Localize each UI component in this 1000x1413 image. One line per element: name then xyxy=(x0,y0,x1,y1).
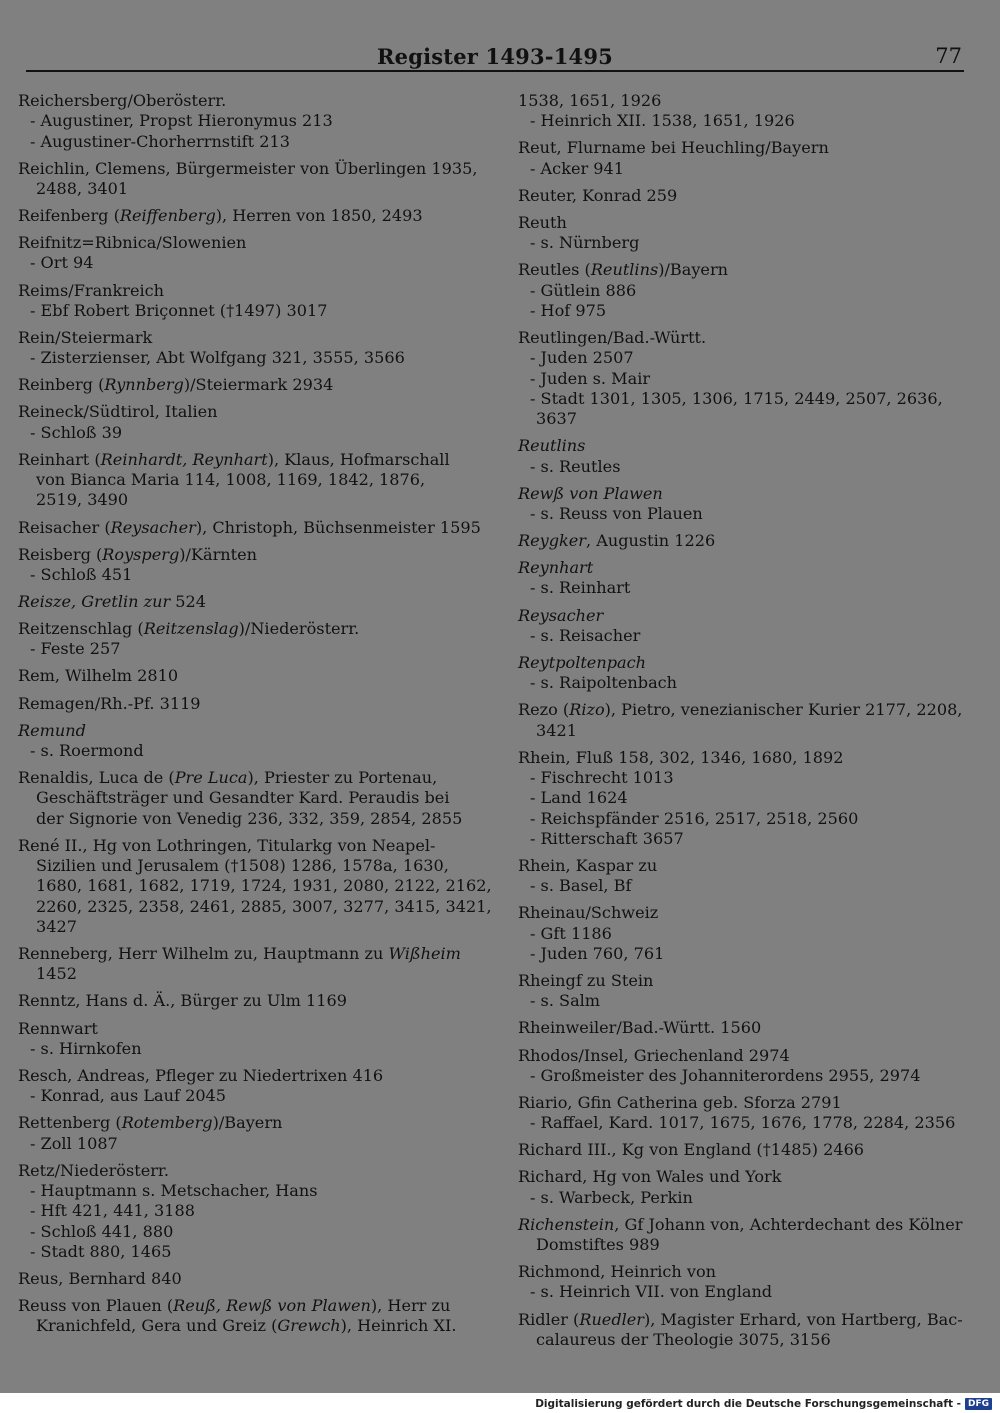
entry-line: Resch, Andreas, Pfleger zu Niedertrixen 416 xyxy=(18,1065,384,1085)
entry-line: - s. Hirnkofen xyxy=(30,1038,142,1058)
index-entry xyxy=(18,233,478,274)
entry-line: - Gft 1186 xyxy=(530,923,612,943)
entry-line: Richard III., Kg von England (†1485) 2466 xyxy=(518,1140,865,1160)
index-entry xyxy=(518,436,966,477)
entry-line: Renntz, Hans d. Ä., Bürger zu Ulm 1169 xyxy=(18,991,347,1011)
index-entry xyxy=(518,700,966,741)
index-entry xyxy=(18,592,478,612)
entry-line: - Ebf Robert Briçonnet (†1497) 3017 xyxy=(30,300,328,320)
entry-line: - s. Reinhart xyxy=(530,578,631,598)
dfg-logo: DFG xyxy=(965,1398,992,1410)
entry-line: - Zisterzienser, Abt Wolfgang 321, 3555, 3566 xyxy=(30,348,405,368)
entry-line: Rettenberg (Rotemberg)/Bayern xyxy=(18,1113,283,1133)
entry-line: Reutles (Reutlins)/Bayern xyxy=(518,260,729,280)
entry-line: 1452 xyxy=(36,964,77,984)
entry-line: - Heinrich XII. 1538, 1651, 1926 xyxy=(530,111,795,131)
entry-line: - Augustiner, Propst Hieronymus 213 xyxy=(30,111,333,131)
entry-line: Domstiftes 989 xyxy=(536,1235,660,1255)
entry-line: - Juden 2507 xyxy=(530,348,634,368)
index-entry xyxy=(18,159,478,200)
entry-line: Rhein, Fluß 158, 302, 1346, 1680, 1892 xyxy=(518,747,844,767)
page-header xyxy=(26,40,964,72)
entry-line: - Fischrecht 1013 xyxy=(530,767,674,787)
entry-line: Reuter, Konrad 259 xyxy=(518,185,678,205)
index-entry xyxy=(518,903,966,964)
entry-line: Reuss von Plauen (Reuß, Rewß von Plawen), Herr zu xyxy=(18,1296,451,1316)
index-entry xyxy=(18,281,478,322)
index-entry xyxy=(18,402,478,443)
entry-line: Remagen/Rh.-Pf. 3119 xyxy=(18,693,201,713)
entry-line: René II., Hg von Lothringen, Titularkg von Neapel- xyxy=(18,835,436,855)
index-entry xyxy=(18,1066,478,1107)
entry-line: 2488, 3401 xyxy=(36,178,129,198)
entry-line: Reynhart xyxy=(518,558,594,578)
index-entry xyxy=(518,971,966,1012)
index-entry xyxy=(518,328,966,429)
entry-line: - s. Nürnberg xyxy=(530,233,640,253)
entry-line: - Konrad, aus Lauf 2045 xyxy=(30,1086,227,1106)
entry-line: - Juden s. Mair xyxy=(530,368,651,388)
entry-line: - s. Reuss von Plauen xyxy=(530,503,703,523)
index-entry xyxy=(18,835,492,937)
index-entry xyxy=(518,1140,966,1160)
entry-line: - Hof 975 xyxy=(530,300,607,320)
entry-line: - Stadt 880, 1465 xyxy=(30,1241,172,1261)
entry-line: 2519, 3490 xyxy=(36,490,129,510)
index-entry xyxy=(18,694,478,714)
entry-line: Reisberg (Roysperg)/Kärnten xyxy=(18,544,257,564)
entry-line: von Bianca Maria 114, 1008, 1169, 1842, 1876, xyxy=(36,470,426,490)
entry-line: - s. Roermond xyxy=(30,740,144,760)
entry-line: Reichersberg/Oberösterr. xyxy=(18,91,227,110)
entry-line: Reygker, Augustin 1226 xyxy=(518,531,716,551)
index-entry xyxy=(518,138,966,179)
entry-line: Richmond, Heinrich von xyxy=(518,1262,717,1282)
entry-line: Reims/Frankreich xyxy=(18,280,165,300)
index-entry xyxy=(18,517,481,538)
entry-line: Reutlins xyxy=(518,436,586,456)
entry-line: - Großmeister des Johanniterordens 2955, 2974 xyxy=(530,1065,921,1085)
entry-line: Riario, Gfin Catherina geb. Sforza 2791 xyxy=(518,1092,842,1112)
index-entry xyxy=(518,1215,966,1256)
entry-line: - Schloß 451 xyxy=(30,564,133,584)
entry-line: - s. Reutles xyxy=(530,456,621,476)
entry-line: - Augustiner-Chorherrnstift 213 xyxy=(30,131,290,151)
index-entry xyxy=(18,1269,478,1289)
entry-line: - Ritterschaft 3657 xyxy=(530,828,684,848)
index-entry xyxy=(518,531,966,551)
index-entry xyxy=(518,186,966,206)
entry-line: Reisacher (Reysacher), Christoph, Büchsenmeister 1595 xyxy=(18,517,481,537)
index-entry xyxy=(18,721,478,762)
entry-line: Rezo (Rizo), Pietro, venezianischer Kurier 2177, 2208, xyxy=(518,700,963,720)
footer xyxy=(535,1397,992,1411)
entry-line: Rhein, Kaspar zu xyxy=(518,855,658,875)
entry-line: Reifenberg (Reiffenberg), Herren von 1850, 2493 xyxy=(18,206,423,226)
entry-line: Richard, Hg von Wales und York xyxy=(518,1167,782,1187)
entry-line: - Acker 941 xyxy=(530,158,624,178)
entry-line: 1538, 1651, 1926 xyxy=(518,91,662,110)
entry-line: Richenstein, Gf Johann von, Achterdechant des Kölner xyxy=(518,1214,963,1234)
entry-line: 2260, 2325, 2358, 2461, 2885, 3007, 3277, 3415, 3421, xyxy=(36,896,492,916)
left-column xyxy=(18,91,492,1343)
entry-line: Rennwart xyxy=(18,1018,98,1038)
index-entry xyxy=(518,484,966,525)
entry-line: - s. Reisacher xyxy=(530,625,641,645)
index-entry xyxy=(18,1113,478,1154)
index-entry xyxy=(18,944,478,985)
entry-line: Reysacher xyxy=(518,605,604,625)
index-entry xyxy=(518,606,966,647)
index-entry xyxy=(18,1296,478,1337)
entry-line: Remund xyxy=(18,720,86,740)
entry-line: - Gütlein 886 xyxy=(530,280,637,300)
entry-line: 3637 xyxy=(536,409,577,429)
entry-line: 3427 xyxy=(36,916,77,936)
index-entry xyxy=(18,1161,478,1262)
entry-line: - Raffael, Kard. 1017, 1675, 1676, 1778, 2284, 2356 xyxy=(530,1113,956,1133)
page-number: 77 xyxy=(935,44,962,68)
entry-line: 3421 xyxy=(536,720,577,740)
index-entry xyxy=(518,213,966,254)
entry-line: - Land 1624 xyxy=(530,788,628,808)
index-entry xyxy=(18,666,478,686)
index-entry xyxy=(18,328,478,369)
footer-text: Digitalisierung gefördert durch die Deutsche Forschungsgemeinschaft - xyxy=(535,1398,961,1410)
entry-line: Reytpoltenpach xyxy=(518,652,646,672)
entry-line: Reitzenschlag (Reitzenslag)/Niederösterr. xyxy=(18,619,360,639)
entry-line: Reus, Bernhard 840 xyxy=(18,1268,182,1288)
entry-line: - Ort 94 xyxy=(30,253,94,273)
entry-line: Rein/Steiermark xyxy=(18,327,153,347)
index-entry xyxy=(518,856,966,897)
index-entry xyxy=(518,1167,966,1208)
index-entry xyxy=(18,206,478,226)
index-entry xyxy=(518,91,966,132)
entry-line: Reichlin, Clemens, Bürgermeister von Überlingen 1935, xyxy=(18,158,478,178)
entry-line: Ridler (Ruedler), Magister Erhard, von Hartberg, Bac- xyxy=(518,1309,963,1329)
entry-line: Rheingf zu Stein xyxy=(518,971,654,991)
index-entry xyxy=(518,1093,966,1134)
index-entry xyxy=(518,558,966,599)
index-entry xyxy=(518,1262,966,1303)
entry-line: calaureus der Theologie 3075, 3156 xyxy=(536,1329,831,1349)
entry-line: Rem, Wilhelm 2810 xyxy=(18,666,179,686)
entry-line: - Zoll 1087 xyxy=(30,1133,118,1153)
entry-line: - s. Raipoltenbach xyxy=(530,673,678,693)
page-title: Register 1493-1495 xyxy=(377,44,613,69)
entry-line: - Hauptmann s. Metschacher, Hans xyxy=(30,1180,318,1200)
entry-line: Sizilien und Jerusalem (†1508) 1286, 1578a, 1630, xyxy=(36,856,449,876)
entry-line: Reinberg (Rynnberg)/Steiermark 2934 xyxy=(18,375,334,395)
entry-line: - s. Basel, Bf xyxy=(530,876,632,896)
entry-line: - Hft 421, 441, 3188 xyxy=(30,1201,195,1221)
index-entry xyxy=(18,619,478,660)
entry-line: Rhodos/Insel, Griechenland 2974 xyxy=(518,1045,790,1065)
index-entry xyxy=(518,748,966,849)
entry-line: - s. Salm xyxy=(530,991,601,1011)
entry-line: Reuth xyxy=(518,212,567,232)
entry-line: - Juden 760, 761 xyxy=(530,943,665,963)
entry-line: Reut, Flurname bei Heuchling/Bayern xyxy=(518,138,829,158)
entry-line: Rheinweiler/Bad.-Württ. 1560 xyxy=(518,1018,762,1038)
entry-line: - Schloß 39 xyxy=(30,422,123,442)
entry-line: Kranichfeld, Gera und Greiz (Grewch), Heinrich XI. xyxy=(36,1316,457,1336)
entry-line: - Schloß 441, 880 xyxy=(30,1221,174,1241)
entry-line: - s. Warbeck, Perkin xyxy=(530,1187,693,1207)
index-entry xyxy=(18,375,478,395)
entry-line: Reifnitz=Ribnica/Slowenien xyxy=(18,233,247,253)
right-column xyxy=(518,91,966,1357)
index-entry xyxy=(18,91,478,152)
entry-line: Retz/Niederösterr. xyxy=(18,1160,169,1180)
entry-line: Reisze, Gretlin zur 524 xyxy=(18,592,206,611)
index-entry xyxy=(18,768,478,829)
entry-line: Reineck/Südtirol, Italien xyxy=(18,402,218,422)
entry-line: - s. Heinrich VII. von England xyxy=(530,1282,773,1302)
entry-line: 1680, 1681, 1682, 1719, 1724, 1931, 2080, 2122, 2162, xyxy=(36,876,492,896)
index-entry xyxy=(518,260,966,321)
entry-line: - Reichspfänder 2516, 2517, 2518, 2560 xyxy=(530,808,859,828)
entry-line: - Stadt 1301, 1305, 1306, 1715, 2449, 2507, 2636, xyxy=(530,388,943,408)
index-entry xyxy=(518,653,966,694)
index-entry xyxy=(18,450,478,511)
entry-line: Renneberg, Herr Wilhelm zu, Hauptmann zu Wißheim xyxy=(18,944,461,964)
entry-line: Renaldis, Luca de (Pre Luca), Priester zu Portenau, xyxy=(18,768,438,788)
index-entry xyxy=(18,991,478,1011)
entry-line: Reinhart (Reinhardt, Reynhart), Klaus, Hofmarschall xyxy=(18,449,450,469)
entry-line: Rewß von Plawen xyxy=(518,483,663,503)
entry-line: - Feste 257 xyxy=(30,639,121,659)
index-entry xyxy=(518,1018,966,1038)
entry-line: Geschäftsträger und Gesandter Kard. Peraudis bei xyxy=(36,788,450,808)
index-entry xyxy=(18,545,478,586)
entry-line: Reutlingen/Bad.-Württ. xyxy=(518,327,707,347)
entry-line: der Signorie von Venedig 236, 332, 359, 2854, 2855 xyxy=(36,808,463,828)
entry-line: Rheinau/Schweiz xyxy=(518,903,659,923)
index-entry xyxy=(18,1019,478,1060)
index-entry xyxy=(518,1046,966,1087)
index-entry xyxy=(518,1310,966,1351)
